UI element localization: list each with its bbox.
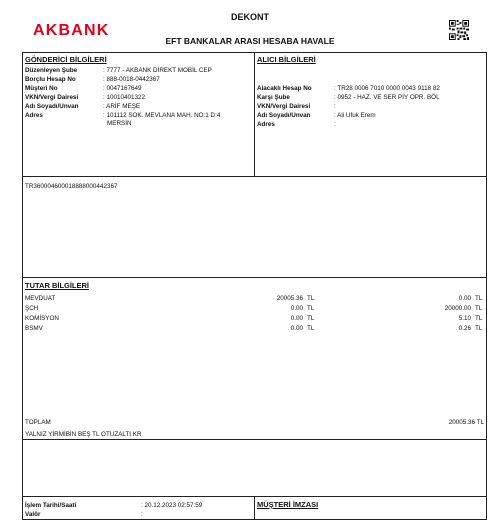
amount-row-currency-2: TL [475,295,483,302]
bank-logo: AKBANK [33,22,110,39]
amount-row-value-2: 0.26 [458,325,471,332]
receiver-name-label: Adı Soyadı/Unvan [257,112,311,119]
amount-row-value-1: 0.00 [290,315,303,322]
amount-row-value-1: 20005.36 [276,295,303,302]
party-divider [254,52,255,176]
valor-label: Valör [25,511,41,518]
amounts-section-title: TUTAR BİLGİLERİ [25,281,90,290]
sender-section-title: GÖNDERİCİ BİLGİLERİ [25,55,107,64]
total-label: TOPLAM [25,419,51,426]
amount-row-currency-1: TL [307,295,315,302]
sender-address-label: Adres [25,112,43,119]
transaction-date-value: : 20.12.2023 02:57:59 [141,502,203,509]
amount-in-words: YALNIZ YİRMİBİN BEŞ TL OTUZALTI KR [25,431,142,438]
amount-row-currency-2: TL [475,305,483,312]
receiver-address-value: : [334,121,336,128]
amount-row-value-2: 5.10 [458,315,471,322]
receiver-branch-value: : 0952 - HAZ. VE SER PİY OPR. BÖL [334,94,440,101]
sender-name-label: Adı Soyadı/Unvan [25,103,79,110]
amount-row-value-2: 20000.00 [444,305,471,312]
section-divider-1 [22,176,487,177]
receiver-tax-label: VKN/Vergi Dairesi [257,103,311,110]
sender-account-label: Borçlu Hesap No [25,76,76,83]
transaction-description: TR360004600018888000442367 [25,183,118,190]
amount-row-currency-2: TL [475,315,483,322]
amount-row-currency-1: TL [307,315,315,322]
sender-branch-label: Düzenleyen Şube [25,67,78,74]
sender-address-city: MERSİN [107,120,132,127]
document-title: DEKONT [231,12,269,22]
amount-row-value-2: 0.00 [458,295,471,302]
section-divider-3 [22,439,487,440]
receiver-name-value: : Ali Ufuk Erem [334,112,376,119]
receiver-branch-label: Karşı Şube [257,94,290,101]
sender-tax-label: VKN/Vergi Dairesi [25,94,79,101]
amount-row-value-1: 0.00 [290,305,303,312]
document-subtitle: EFT BANKALAR ARASI HESABA HAVALE [165,36,335,46]
receiver-address-label: Adres [257,121,275,128]
sender-customer-value: : 0047167649 [103,85,142,92]
amount-row-label: ŞCH [25,305,39,312]
customer-signature-title: MÜŞTERİ İMZASI [257,500,319,509]
amount-row-label: KOMİSYON [25,315,59,322]
qr-code-icon [449,20,469,40]
sender-branch-value: : 7777 - AKBANK DİREKT MOBİL CEP [103,67,212,74]
amount-row-currency-1: TL [307,325,315,332]
receiver-account-label: Alacaklı Hesap No [257,85,312,92]
receiver-account-value: : TR28 0006 7010 0000 0043 9118 82 [334,85,440,92]
valor-value: : [141,511,143,518]
receiver-tax-value: : [334,103,336,110]
amount-row-currency-1: TL [307,305,315,312]
sender-account-value: : 888-0018-0442367 [103,76,160,83]
transaction-date-label: İşlem Tarihi/Saati [25,502,77,509]
amount-row-value-1: 0.00 [290,325,303,332]
sender-name-value: : ARİF MEŞE [103,103,141,110]
sender-customer-label: Müşteri No [25,85,58,92]
amount-row-label: BSMV [25,325,43,332]
footer-divider [254,496,255,520]
sender-address-value: : 101112 SOK. MEVLANA MAH. NO:1 D:4 [103,112,221,119]
receiver-section-title: ALICI BİLGİLERİ [257,55,316,64]
section-divider-2 [22,277,487,278]
amount-row-currency-2: TL [475,325,483,332]
total-value: 20005.36 TL [448,419,484,426]
amount-row-label: MEVDUAT [25,295,56,302]
sender-tax-value: : 10010401322 [103,94,146,101]
